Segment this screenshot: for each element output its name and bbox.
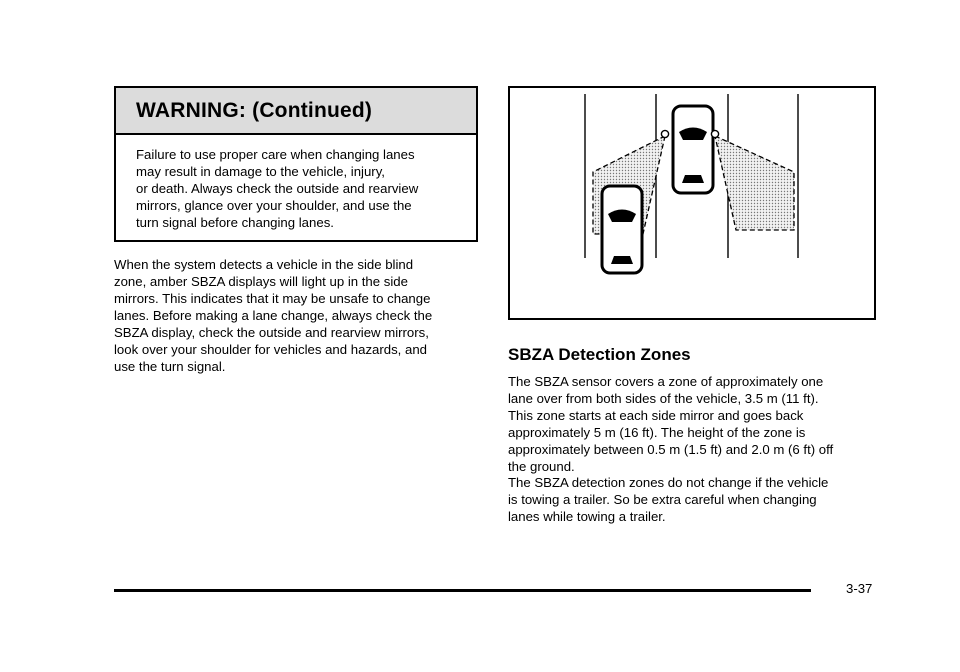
left-mirror-sensor-icon bbox=[661, 130, 668, 137]
right-mirror-sensor-icon bbox=[711, 130, 718, 137]
paragraph-line: SBZA display, check the outside and rearview mirrors, bbox=[114, 325, 429, 340]
detected-vehicle bbox=[602, 186, 642, 273]
warning-line: or death. Always check the outside and rearview bbox=[136, 181, 419, 196]
illustration-svg bbox=[510, 88, 874, 318]
right-detection-zone bbox=[715, 136, 794, 230]
paragraph-line: approximately 5 m (16 ft). The height of the zone is bbox=[508, 425, 806, 440]
host-vehicle bbox=[673, 106, 713, 193]
sbza-display-paragraph bbox=[114, 256, 432, 375]
paragraph-line: the ground. bbox=[508, 459, 575, 474]
paragraph-line: lanes while towing a trailer. bbox=[508, 509, 666, 524]
warning-line: turn signal before changing lanes. bbox=[136, 215, 334, 230]
detection-zone-paragraph bbox=[508, 373, 833, 475]
page-number: 3-37 bbox=[846, 581, 873, 596]
warning-box bbox=[114, 86, 478, 242]
footer-rule bbox=[114, 589, 811, 592]
paragraph-line: mirrors. This indicates that it may be unsafe to change bbox=[114, 291, 431, 306]
paragraph-line: look over your shoulder for vehicles and hazards, and bbox=[114, 342, 428, 357]
paragraph-line: lane over from both sides of the vehicle, 3.5 m (11 ft). bbox=[508, 391, 819, 406]
trailer-paragraph bbox=[508, 474, 828, 525]
paragraph-line: is towing a trailer. So be extra careful when changing bbox=[508, 492, 817, 507]
warning-line: Failure to use proper care when changing lanes bbox=[136, 147, 415, 162]
paragraph-line: This zone starts at each side mirror and goes back bbox=[508, 408, 804, 423]
paragraph-line: The SBZA sensor covers a zone of approximately one bbox=[508, 374, 824, 389]
paragraph-line: The SBZA detection zones do not change if the vehicle bbox=[508, 475, 829, 490]
sbza-detection-zone-illustration bbox=[508, 86, 876, 320]
paragraph-line: zone, amber SBZA displays will light up in the side bbox=[114, 274, 408, 289]
warning-line: may result in damage to the vehicle, injury, bbox=[136, 164, 385, 179]
section-heading: SBZA Detection Zones bbox=[508, 345, 691, 364]
warning-header bbox=[116, 88, 476, 135]
warning-line: mirrors, glance over your shoulder, and use the bbox=[136, 198, 412, 213]
paragraph-line: When the system detects a vehicle in the side blind bbox=[114, 257, 414, 272]
warning-title: WARNING: (Continued) bbox=[136, 98, 373, 122]
paragraph-line: use the turn signal. bbox=[114, 359, 226, 374]
paragraph-line: approximately between 0.5 m (1.5 ft) and 2.0 m (6 ft) off bbox=[508, 442, 834, 457]
paragraph-line: lanes. Before making a lane change, always check the bbox=[114, 308, 433, 323]
warning-text bbox=[116, 135, 476, 231]
